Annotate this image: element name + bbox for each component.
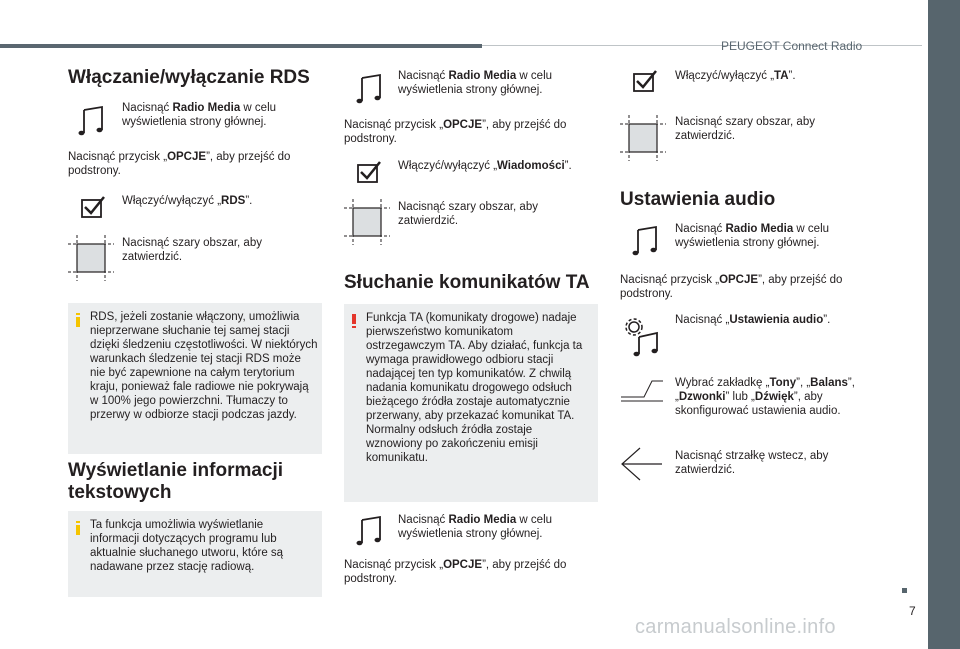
info-marker-icon [76, 521, 80, 535]
header-rule [0, 44, 482, 48]
info-note-text: RDS, jeżeli zostanie włączony, umożliwia nieprzerwane słuchanie tej samej stacji dzięki śledzeniu częstotliwości. W niektórych warunkach śledzenie tej stacji RDS może nie być zapewnione na całym terytorium kraju, ponieważ fale radiowe nie pokrywają w 100% jego powierzchni. Tłumaczy to przerwy w odbiorze stacji podczas jazdy. [90, 311, 318, 421]
side-tab-bar [928, 0, 960, 649]
page-number: 7 [909, 604, 916, 618]
info-note-text-info [68, 511, 322, 597]
step-confirm: Nacisnąć szary obszar, aby zatwierdzić. [122, 237, 262, 263]
music-note-icon [72, 102, 112, 142]
end-of-section-mark [902, 588, 907, 593]
heading-text-info: Wyświetlanie informacji tekstowych [68, 460, 284, 503]
checkbox-icon [350, 153, 390, 193]
header-title: PEUGEOT Connect Radio [721, 39, 863, 53]
step-confirm: Nacisnąć szary obszar, aby zatwierdzić. [398, 201, 538, 227]
grey-area-icon [344, 199, 390, 245]
step-options: Nacisnąć przycisk „OPCJE”, aby przejść do podstrony. [68, 151, 291, 177]
step-toggle-rds: Włączyć/wyłączyć „RDS”. [122, 195, 253, 207]
heading-ta: Słuchanie komunikatów TA [344, 272, 590, 293]
step-back-confirm: Nacisnąć strzałkę wstecz, aby zatwierdzić. [675, 450, 829, 476]
info-note-text: Ta funkcja umożliwia wyświetlanie informacji dotyczących programu lub aktualnie słuchanego utworu, które są nadawane przez stację radiową. [90, 519, 284, 573]
music-note-icon [626, 222, 666, 262]
step-audio-settings: Nacisnąć „Ustawienia audio”. [675, 314, 831, 326]
step-radio-media: Nacisnąć Radio Media w celu wyświetlenia strony głównej. [398, 70, 553, 96]
warning-marker-icon [352, 314, 356, 328]
music-note-icon [350, 512, 390, 552]
warning-note-text: Funkcja TA (komunikaty drogowe) nadaje pierwszeństwo komunikatom ostrzegawczym TA. Aby działać, funkcja ta wymaga prawidłowego odbioru stacji nadającej ten typ komunikatów. Z chwilą nadania komunikatu drogowego odsłuch bieżącego źródła zostaje automatycznie przerwany, aby przekazać komunikat TA. Normalny odsłuch źródła zostaje wznowiony po zakończeniu emisji komunikatu. [366, 312, 583, 464]
warning-note-ta [344, 304, 598, 502]
step-toggle-ta: Włączyć/wyłączyć „TA”. [675, 70, 796, 82]
checkbox-icon [74, 188, 114, 228]
grey-area-icon [68, 235, 114, 281]
step-radio-media: Nacisnąć Radio Media w celu wyświetlenia strony głównej. [675, 223, 830, 249]
watermark: carmanualsonline.info [635, 616, 836, 638]
checkbox-icon [626, 62, 666, 102]
info-marker-icon [76, 313, 80, 327]
back-arrow-icon [620, 446, 664, 482]
step-radio-media: Nacisnąć Radio Media w celu wyświetlenia strony głównej. [122, 102, 277, 128]
step-toggle-news: Włączyć/wyłączyć „Wiadomości”. [398, 160, 572, 172]
step-options: Nacisnąć przycisk „OPCJE”, aby przejść do podstrony. [344, 559, 567, 585]
heading-audio-settings: Ustawienia audio [620, 189, 776, 210]
grey-area-icon [620, 115, 666, 161]
step-radio-media: Nacisnąć Radio Media w celu wyświetlenia strony głównej. [398, 514, 553, 540]
step-confirm: Nacisnąć szary obszar, aby zatwierdzić. [675, 116, 815, 142]
step-options: Nacisnąć przycisk „OPCJE”, aby przejść do podstrony. [344, 119, 567, 145]
heading-rds: Włączanie/wyłączanie RDS [68, 67, 310, 88]
music-note-icon [350, 70, 390, 110]
step-options: Nacisnąć przycisk „OPCJE”, aby przejść do podstrony. [620, 274, 843, 300]
step-choose-tab: Wybrać zakładkę „Tony”, „Balans”, „Dzwonki” lub „Dźwięk”, aby skonfigurować ustawienia audio. [675, 377, 855, 417]
settings-music-icon [622, 315, 666, 359]
info-note-rds [68, 303, 322, 454]
tabs-icon [620, 378, 664, 404]
